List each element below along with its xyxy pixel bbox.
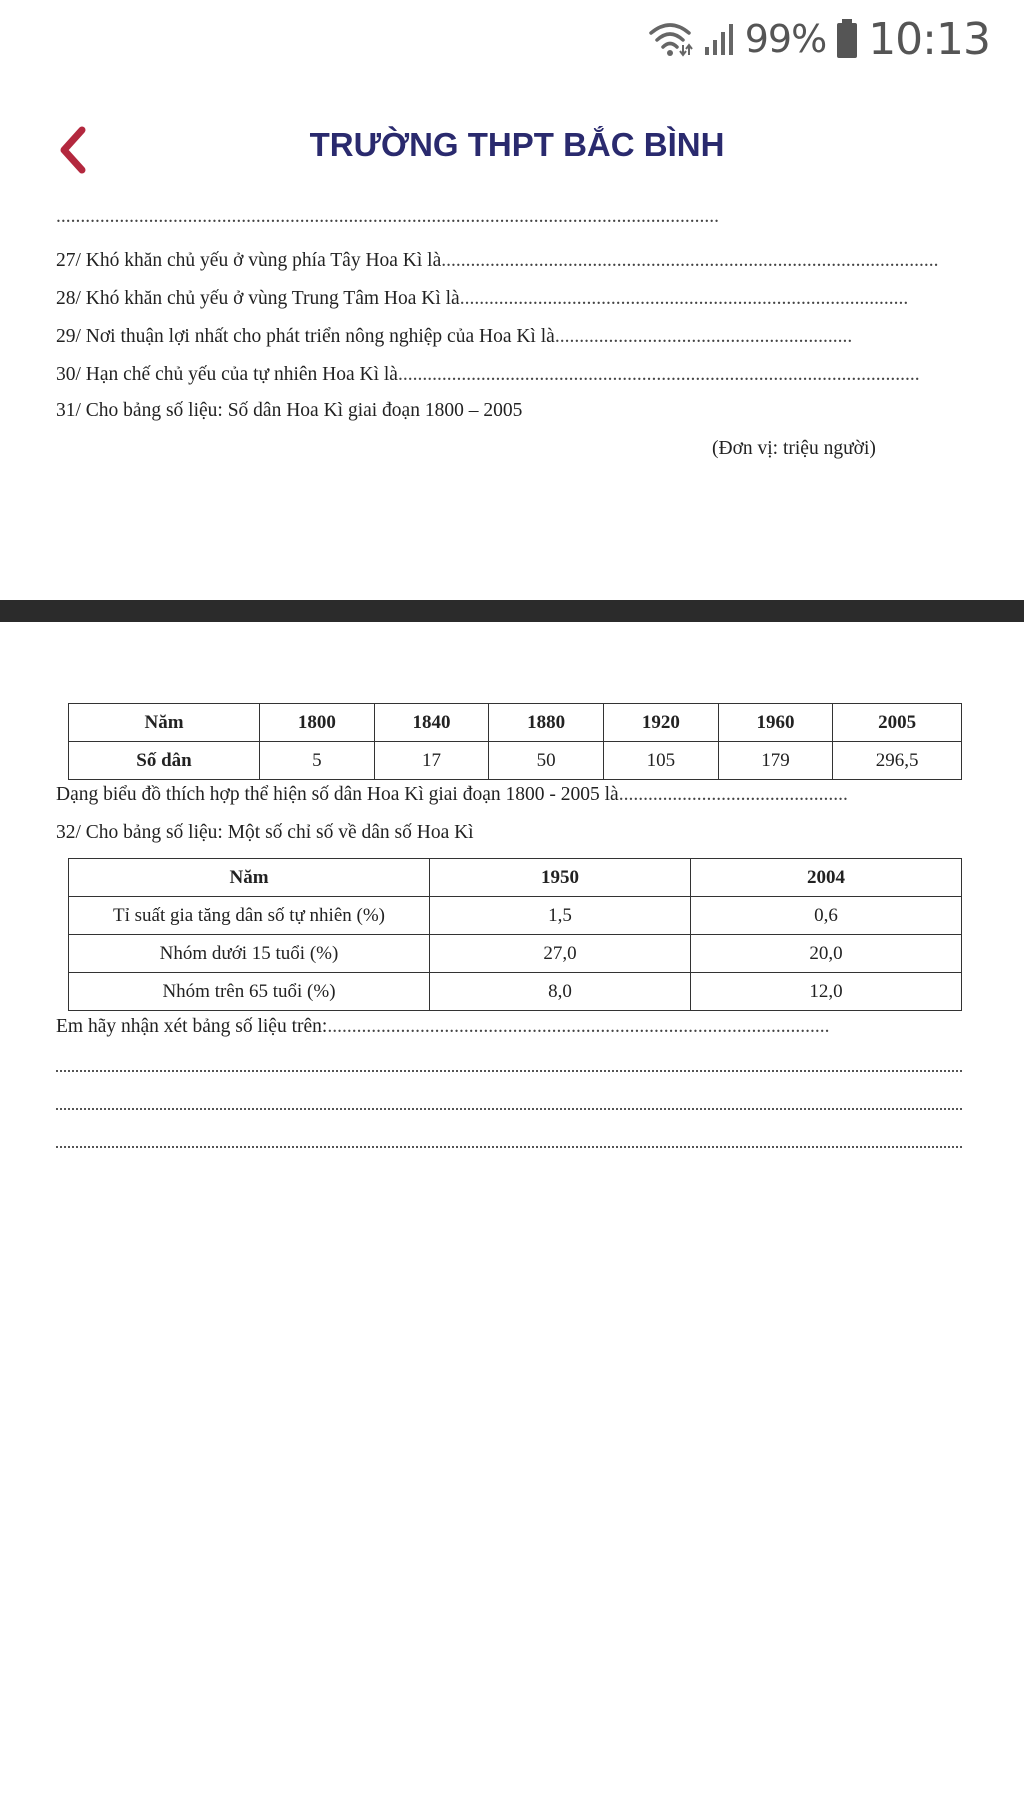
status-icons	[647, 10, 990, 68]
table-cell: 105	[604, 742, 719, 780]
page-divider	[0, 600, 1024, 622]
table-cell: 5	[260, 742, 375, 780]
table-cell: 27,0	[430, 935, 691, 973]
question-32: 32/ Cho bảng số liệu: Một số chỉ số về dân số Hoa Kì	[56, 822, 474, 843]
table-row	[69, 742, 962, 780]
question-29: 29/ Nơi thuận lợi nhất cho phát triển nông nghiệp của Hoa Kì là.............................................................	[56, 326, 853, 347]
table-cell: Tỉ suất gia tăng dân số tự nhiên (%)	[69, 897, 430, 935]
table-header-cell: 1920	[604, 704, 719, 742]
table-cell: 0,6	[691, 897, 962, 935]
table-header-cell: Năm	[69, 859, 430, 897]
table-header-cell: 2004	[691, 859, 962, 897]
cut-off-line: ........................................................................................................................................	[56, 206, 719, 227]
table-row	[69, 973, 962, 1011]
chart-type-question: Dạng biểu đồ thích hợp thể hiện số dân Hoa Kì giai đoạn 1800 - 2005 là...............................................	[56, 784, 848, 805]
table-header-cell: 1960	[718, 704, 833, 742]
table-header-cell: 2005	[833, 704, 962, 742]
battery-percent: 99%	[744, 17, 827, 61]
wifi-icon	[647, 19, 693, 59]
status-bar	[0, 0, 1024, 78]
indicator-table	[68, 858, 962, 1011]
answer-line	[56, 1108, 962, 1110]
table-cell: Nhóm trên 65 tuổi (%)	[69, 973, 430, 1011]
table-cell: Nhóm dưới 15 tuổi (%)	[69, 935, 430, 973]
clock: 10:13	[868, 13, 990, 65]
question-31: 31/ Cho bảng số liệu: Số dân Hoa Kì giai đoạn 1800 – 2005	[56, 400, 523, 421]
answer-line	[56, 1070, 962, 1072]
table-row	[69, 859, 962, 897]
table-header-cell: 1950	[430, 859, 691, 897]
table-cell: 17	[374, 742, 489, 780]
table-header-cell: 1800	[260, 704, 375, 742]
table-cell: 296,5	[833, 742, 962, 780]
table-header-cell: 1880	[489, 704, 604, 742]
answer-line	[56, 1146, 962, 1148]
question-27: 27/ Khó khăn chủ yếu ở vùng phía Tây Hoa Kì là......................................................................................................	[56, 250, 939, 271]
table-cell: 12,0	[691, 973, 962, 1011]
question-30: 30/ Hạn chế chủ yếu của tự nhiên Hoa Kì là...........................................................................................................	[56, 364, 920, 385]
battery-icon	[836, 19, 858, 59]
table-header-cell: Năm	[69, 704, 260, 742]
question-28: 28/ Khó khăn chủ yếu ở vùng Trung Tâm Hoa Kì là............................................................................................	[56, 288, 909, 309]
unit-note: (Đơn vị: triệu người)	[712, 438, 876, 459]
table-cell: 20,0	[691, 935, 962, 973]
signal-icon	[703, 21, 735, 57]
table-cell: Số dân	[69, 742, 260, 780]
app-header	[0, 100, 1024, 200]
page-title: TRƯỜNG THPT BẮC BÌNH	[309, 126, 725, 163]
table-cell: 179	[718, 742, 833, 780]
table-cell: 50	[489, 742, 604, 780]
table-row	[69, 935, 962, 973]
table-row	[69, 704, 962, 742]
table-row	[69, 897, 962, 935]
population-table	[68, 703, 962, 780]
comment-prompt: Em hãy nhận xét bảng số liệu trên:.......................................................................................................	[56, 1016, 830, 1037]
table-cell: 8,0	[430, 973, 691, 1011]
table-header-cell: 1840	[374, 704, 489, 742]
table-cell: 1,5	[430, 897, 691, 935]
